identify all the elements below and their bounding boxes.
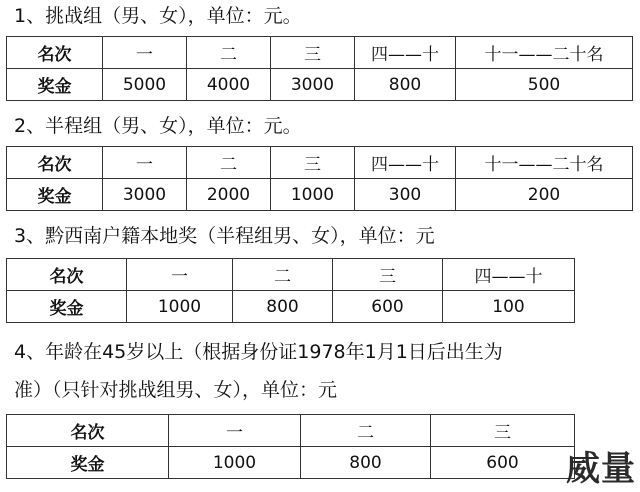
prize-cell: 300 [355,179,456,211]
prize-cell: 1000 [271,179,355,211]
rank-cell: 一 [103,37,187,69]
rank-label: 名次 [7,415,169,447]
rank-cell: 一 [127,259,233,291]
prize-cell: 800 [301,447,431,479]
table-row [7,37,633,69]
watermark-logo: 威量 [566,449,636,489]
rank-cell: 三 [271,37,355,69]
prize-table-3 [6,258,575,323]
rank-cell: 一 [103,147,187,179]
prize-label: 奖金 [7,447,169,479]
prize-cell: 2000 [187,179,271,211]
prize-cell: 600 [333,291,443,323]
prize-table-2 [6,146,633,211]
rank-cell: 三 [333,259,443,291]
prize-cell: 800 [355,69,456,101]
prize-cell: 5000 [103,69,187,101]
prize-table-4 [6,414,575,479]
table-row [7,69,633,101]
rank-cell: 十一——二十名 [456,147,633,179]
section-3-heading: 3、黔西南户籍本地奖（半程组男、女），单位：元 [14,225,435,247]
rank-cell: 三 [431,415,575,447]
table-row [7,179,633,211]
prize-cell: 3000 [103,179,187,211]
prize-cell: 3000 [271,69,355,101]
prize-cell: 1000 [127,291,233,323]
section-2-heading: 2、半程组（男、女），单位：元。 [14,115,302,137]
rank-cell: 三 [271,147,355,179]
prize-cell: 200 [456,179,633,211]
table-row [7,415,575,447]
rank-label: 名次 [7,147,103,179]
prize-cell: 800 [233,291,333,323]
section-1-heading: 1、挑战组（男、女），单位：元。 [14,5,302,27]
prize-label: 奖金 [7,69,103,101]
rank-cell: 二 [187,147,271,179]
table-row [7,291,575,323]
rank-cell: 二 [301,415,431,447]
rank-cell: 二 [233,259,333,291]
rank-cell: 二 [187,37,271,69]
prize-cell: 500 [456,69,633,101]
rank-label: 名次 [7,259,127,291]
rank-cell: 四——十 [355,147,456,179]
table-row [7,147,633,179]
section-4-heading-line-1: 4、年龄在45岁以上（根据身份证1978年1月1日后出生为 [14,341,503,363]
prize-cell: 600 [431,447,575,479]
prize-table-1 [6,36,633,101]
prize-cell: 1000 [169,447,301,479]
prize-label: 奖金 [7,291,127,323]
prize-cell: 4000 [187,69,271,101]
rank-cell: 四——十 [355,37,456,69]
prize-cell: 100 [443,291,575,323]
prize-label: 奖金 [7,179,103,211]
rank-cell: 一 [169,415,301,447]
section-4-heading-line-2: 准）（只针对挑战组男、女），单位：元 [14,379,338,401]
table-row [7,259,575,291]
rank-label: 名次 [7,37,103,69]
table-row [7,447,575,479]
rank-cell: 十一——二十名 [456,37,633,69]
rank-cell: 四——十 [443,259,575,291]
